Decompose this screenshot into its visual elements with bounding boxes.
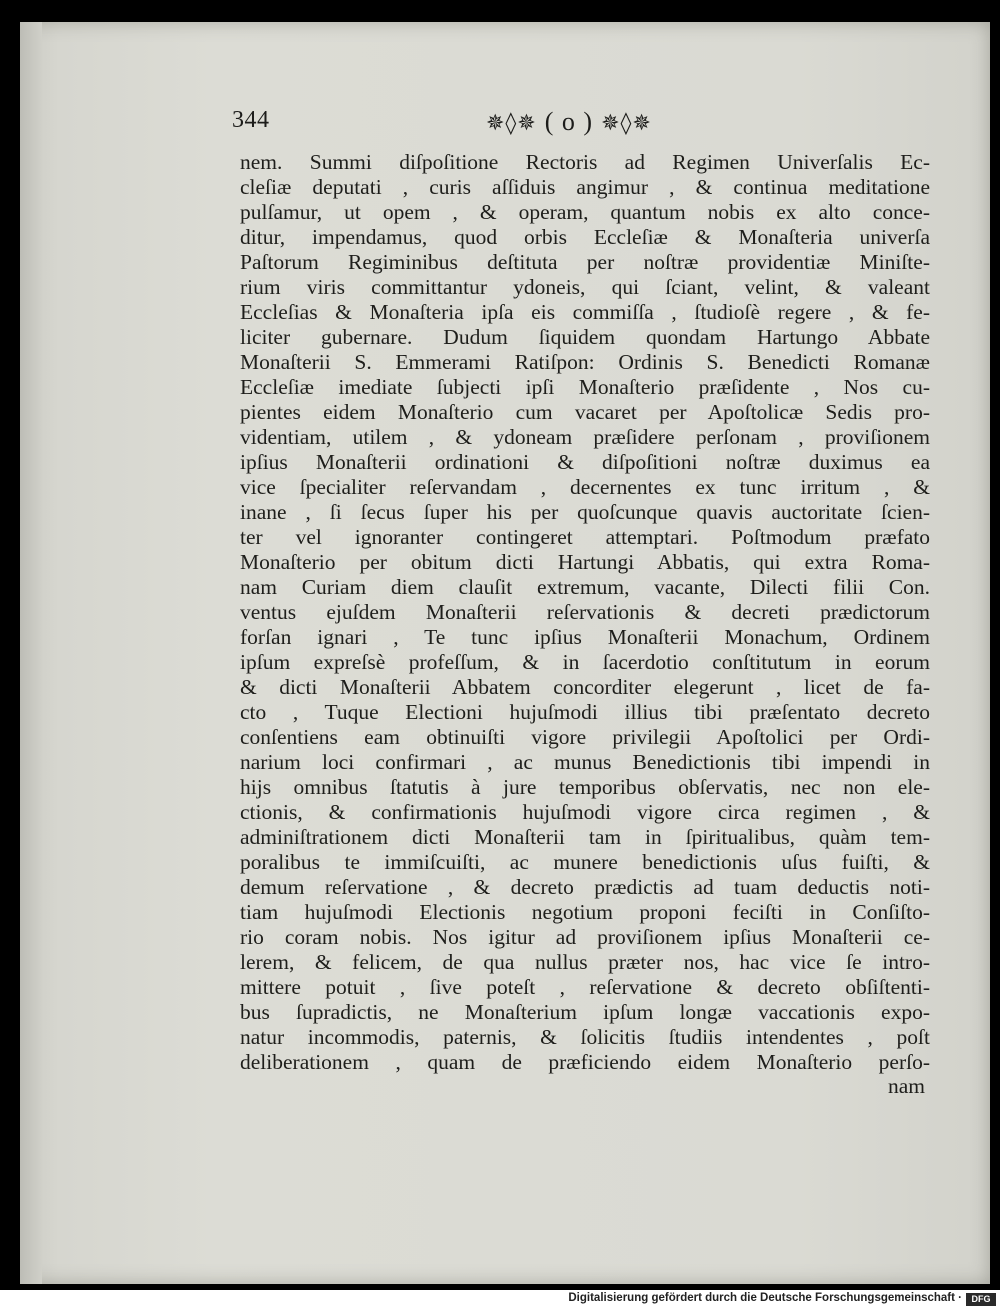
text-line: adminiſtrationem dicti Monaſterii tam in ſpiritualibus, quàm tem- bbox=[240, 825, 930, 849]
text-line: rium viris committantur ydoneis, qui ſciant, velint, & valeant bbox=[240, 275, 930, 299]
text-line: conſentiens eam obtinuiſti vigore privilegii Apoſtolici per Ordi- bbox=[240, 725, 930, 749]
dfg-logo-icon: DFG bbox=[966, 1293, 996, 1306]
text-line: cleſiæ deputati , curis aſſiduis angimur , & continua meditatione bbox=[240, 175, 930, 199]
text-line: rio coram nobis. Nos igitur ad proviſionem ipſius Monaſterii ce- bbox=[240, 925, 930, 949]
text-line: vice ſpecialiter reſervandam , decernentes ex tunc irritum , & bbox=[240, 475, 930, 499]
text-line: narium loci confirmari , ac munus Benedictionis tibi impendi in bbox=[240, 750, 930, 774]
text-line: bus ſupradictis, ne Monaſterium ipſum longæ vaccationis expo- bbox=[240, 1000, 930, 1024]
text-line: Paſtorum Regiminibus deſtituta per noſtræ providentiæ Miniſte- bbox=[240, 250, 930, 274]
ornament-center: ( o ) bbox=[544, 107, 594, 136]
text-line: hijs omnibus ſtatutis à jure temporibus obſervatis, nec non ele- bbox=[240, 775, 930, 799]
text-line: natur incommodis, paternis, & ſolicitis ſtudiis intendentes , poſt bbox=[240, 1025, 930, 1049]
text-line: ditur, impendamus, quod orbis Eccleſiæ & Monaſteria univerſa bbox=[240, 225, 930, 249]
text-line: poralibus te immiſcuiſti, ac munere benedictionis uſus fuiſti, & bbox=[240, 850, 930, 874]
text-line: ter vel ignoranter contingeret attemptari. Poſtmodum præfato bbox=[240, 525, 930, 549]
funding-credit: Digitalisierung gefördert durch die Deutsche Forschungsgemeinschaft · bbox=[568, 1292, 962, 1304]
text-line: deliberationem , quam de præficiendo eidem Monaſterio perſo- bbox=[240, 1050, 930, 1074]
text-line: lerem, & felicem, de qua nullus præter nos, hac vice ſe intro- bbox=[240, 950, 930, 974]
text-line: videntiam, utilem , & ydoneam præſidere perſonam , proviſionem bbox=[240, 425, 930, 449]
text-line: tiam hujuſmodi Electionis negotium proponi feciſti in Conſiſto- bbox=[240, 900, 930, 924]
body-text bbox=[240, 150, 930, 1075]
text-line: Monaſterii S. Emmerami Ratiſpon: Ordinis S. Benedicti Romanæ bbox=[240, 350, 930, 374]
text-line: nem. Summi diſpoſitione Rectoris ad Regimen Univerſalis Ec- bbox=[240, 150, 930, 174]
page-gutter bbox=[20, 22, 42, 1284]
text-line: Eccleſias & Monaſteria ipſa eis commiſſa , ſtudioſè regere , & fe- bbox=[240, 300, 930, 324]
text-line: Eccleſiæ imediate ſubjecti ipſi Monaſterio præſidente , Nos cu- bbox=[240, 375, 930, 399]
text-line: mittere potuit , ſive poteſt , reſervatione & decreto obſiſtenti- bbox=[240, 975, 930, 999]
page-number: 344 bbox=[232, 107, 270, 133]
text-line: pientes eidem Monaſterio cum vacaret per Apoſtolicæ Sedis pro- bbox=[240, 400, 930, 424]
text-line: Monaſterio per obitum dicti Hartungi Abbatis, qui extra Roma- bbox=[240, 550, 930, 574]
header-ornament bbox=[486, 107, 652, 137]
text-line: inane , ſi ſecus ſuper his per quoſcunque quavis auctoritate ſcien- bbox=[240, 500, 930, 524]
text-line: ipſum expreſsè profeſſum, & in ſacerdotio conſtitutum in eorum bbox=[240, 650, 930, 674]
text-line: ventus ejuſdem Monaſterii reſervationis & decreti prædictorum bbox=[240, 600, 930, 624]
text-line: ipſius Monaſterii ordinationi & diſpoſitioni noſtræ duximus ea bbox=[240, 450, 930, 474]
text-line: nam Curiam diem clauſit extremum, vacante, Dilecti filii Con. bbox=[240, 575, 930, 599]
text-line: forſan ignari , Te tunc ipſius Monaſterii Monachum, Ordinem bbox=[240, 625, 930, 649]
digitization-footer bbox=[0, 1290, 1000, 1309]
text-line: liciter gubernare. Dudum ſiquidem quondam Hartungo Abbate bbox=[240, 325, 930, 349]
catchword: nam bbox=[888, 1074, 926, 1098]
ornament-right-icon: ✵◊✵ bbox=[601, 111, 652, 136]
text-line: & dicti Monaſterii Abbatem concorditer elegerunt , licet de fa- bbox=[240, 675, 930, 699]
page-header bbox=[232, 105, 932, 145]
text-line: ctionis, & confirmationis hujuſmodi vigore circa regimen , & bbox=[240, 800, 930, 824]
text-line: demum reſervatione , & decreto prædictis ad tuam deductis noti- bbox=[240, 875, 930, 899]
text-line: cto , Tuque Electioni hujuſmodi illius tibi præſentato decreto bbox=[240, 700, 930, 724]
ornament-left-icon: ✵◊✵ bbox=[486, 111, 537, 136]
text-line: pulſamur, ut opem , & operam, quantum nobis ex alto conce- bbox=[240, 200, 930, 224]
